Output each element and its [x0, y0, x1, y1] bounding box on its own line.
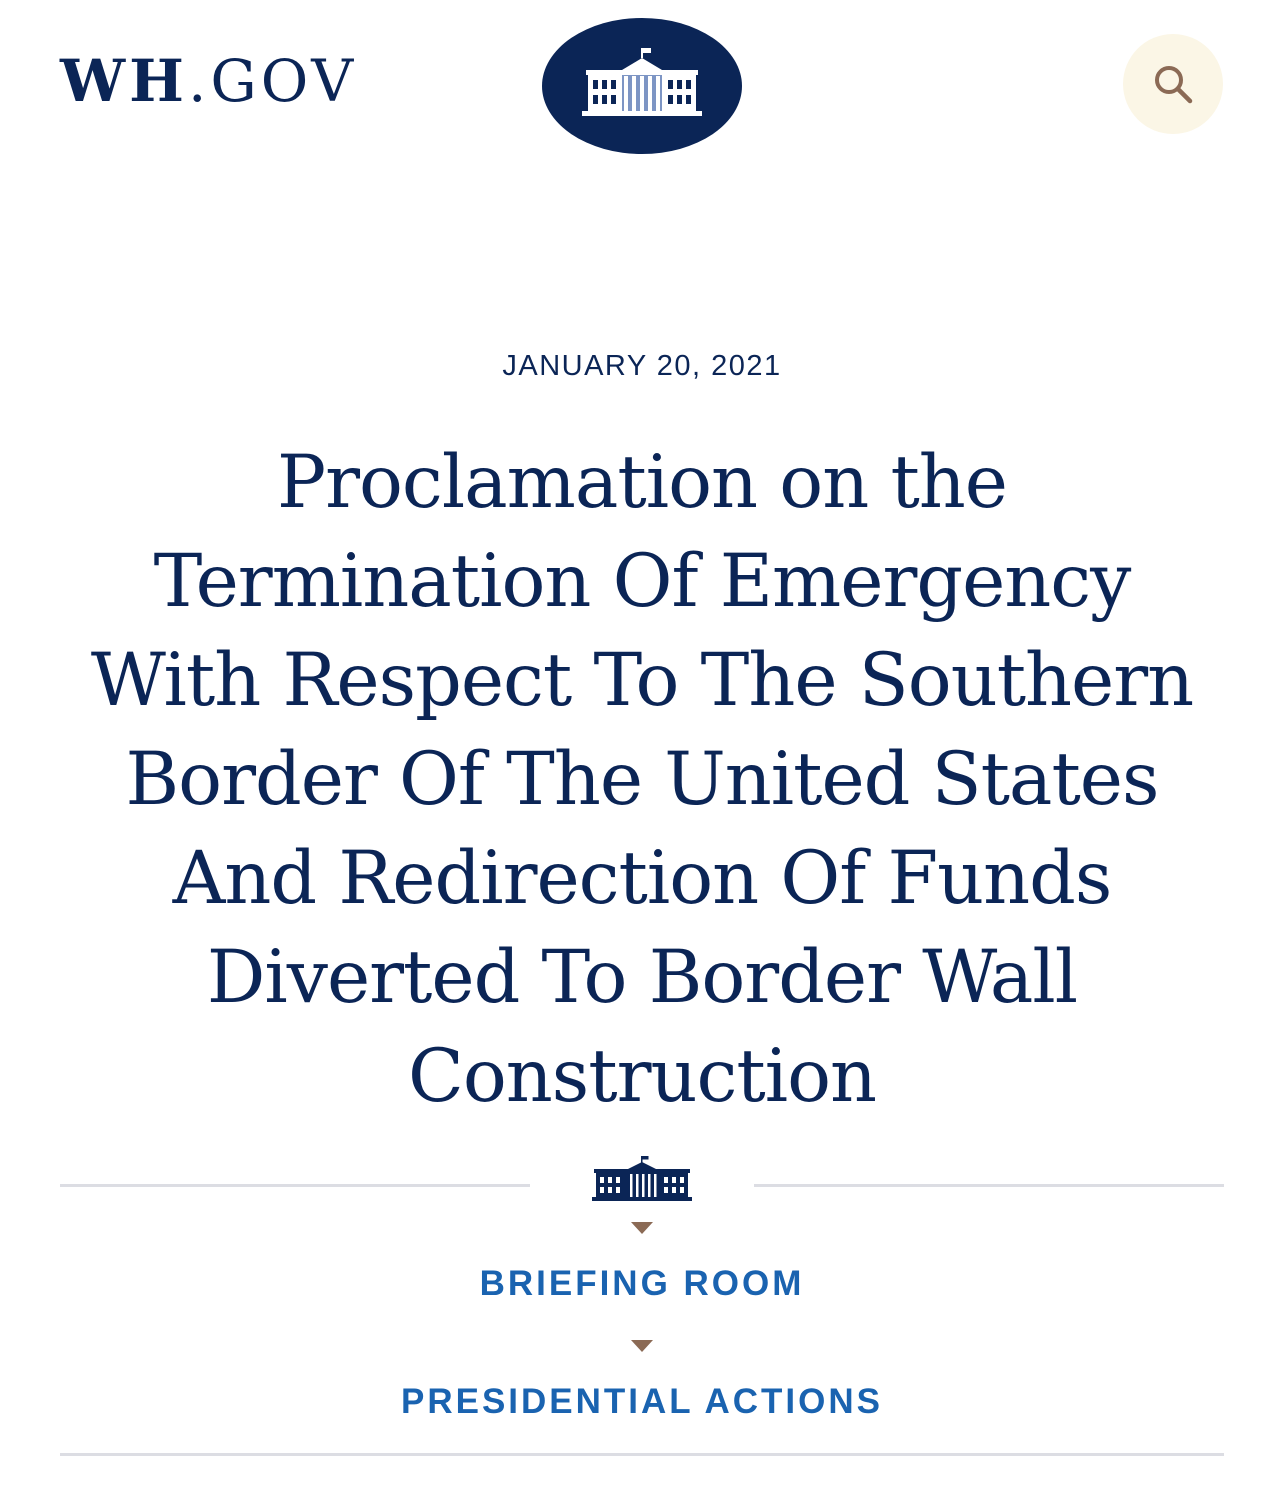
article-title	[42, 433, 1242, 1126]
white-house-icon	[590, 1154, 694, 1204]
white-house-seal-icon[interactable]	[542, 18, 742, 154]
title-line: Proclamation on the	[276, 440, 1008, 525]
breadcrumb-presidential-actions[interactable]: PRESIDENTIAL ACTIONS	[401, 1382, 883, 1421]
breadcrumb	[0, 1222, 1284, 1422]
title-line: Diverted To Border Wall	[206, 935, 1078, 1020]
title-line: Construction	[407, 1034, 877, 1119]
section-divider	[60, 1150, 1224, 1210]
title-line: And Redirection Of Funds	[172, 836, 1112, 921]
site-header	[0, 0, 1284, 170]
site-wordmark[interactable]	[60, 47, 358, 115]
breadcrumb-briefing-room[interactable]: BRIEFING ROOM	[479, 1264, 805, 1303]
title-line: Termination Of Emergency	[153, 539, 1131, 624]
article-header	[0, 340, 1284, 1126]
divider-line-left	[60, 1184, 530, 1187]
wordmark-bold: WH	[60, 47, 188, 115]
search-icon	[1151, 62, 1195, 106]
divider-line-right	[754, 1184, 1224, 1187]
divider-line-bottom	[60, 1453, 1224, 1456]
wordmark-rest: .GOV	[187, 47, 358, 115]
title-line: With Respect To The Southern	[90, 638, 1194, 723]
caret-down-icon	[631, 1340, 653, 1352]
article-date: JANUARY 20, 2021	[502, 350, 782, 382]
search-button[interactable]	[1123, 34, 1223, 134]
caret-down-icon	[631, 1222, 653, 1234]
white-house-building-icon	[566, 46, 718, 126]
title-line: Border Of The United States	[125, 737, 1159, 822]
